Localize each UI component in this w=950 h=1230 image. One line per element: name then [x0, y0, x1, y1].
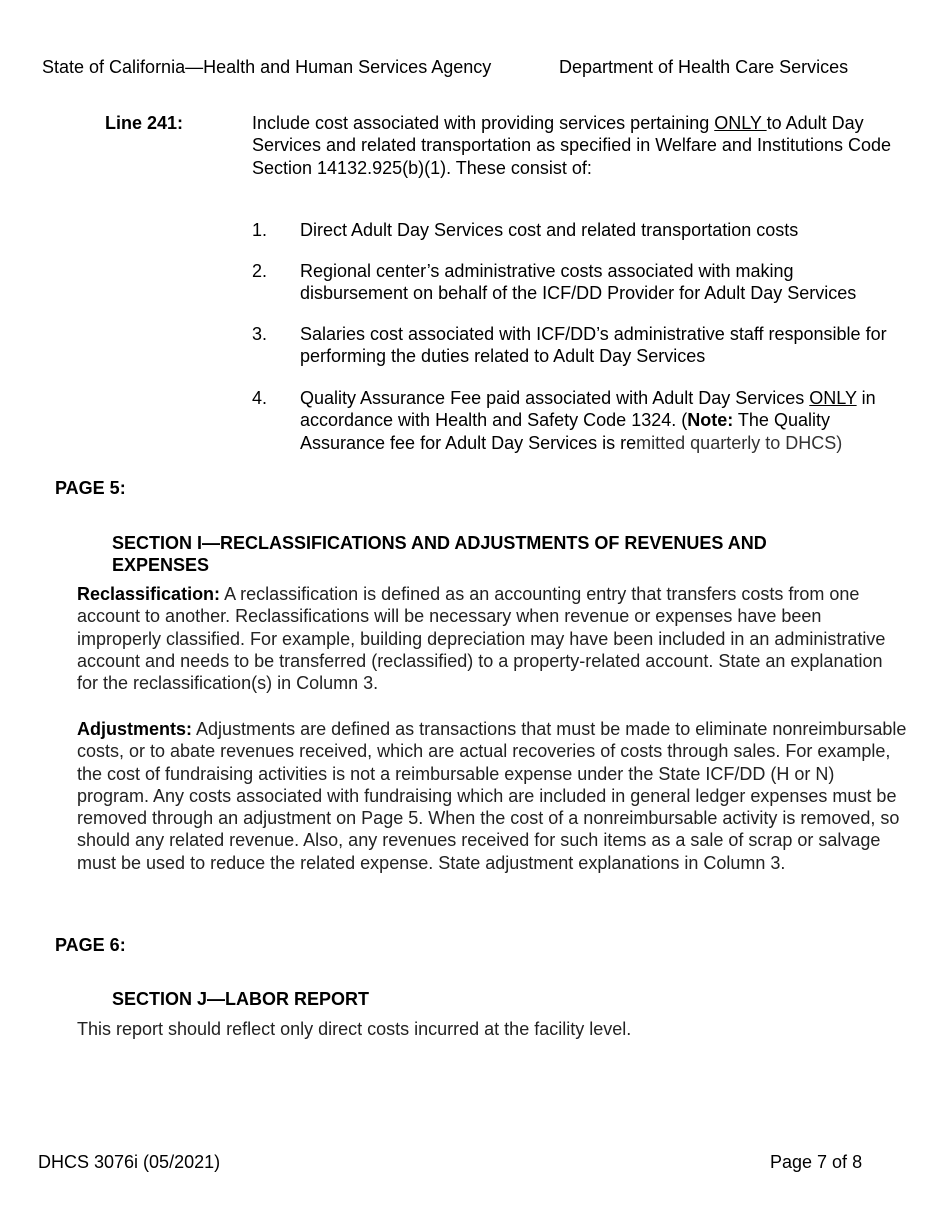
- page-5-heading: PAGE 5:: [55, 478, 126, 498]
- page-6-heading: PAGE 6:: [55, 935, 126, 955]
- list-item-number: 2.: [252, 261, 268, 281]
- reclassification-label: Reclassification:: [77, 584, 221, 604]
- line-241-text-before: Include cost associated with providing services pertaining: [252, 113, 715, 133]
- header-department: Department of Health Care Services: [559, 57, 849, 77]
- item4-part4: mitted quarterly to DHCS): [636, 432, 843, 453]
- line-241-text-after: to Adult Day Services and related transportation as specified in Welfare and Institutions Code Section 14132.925(b)(1). These consist of:: [252, 113, 892, 178]
- adjustments-text: Adjustments are defined as transactions that must be made to eliminate nonreimbursable costs, or to abate revenues received, which are actual recoveries of costs through sales. For example, the cost of fundraising activities is not a reimbursable expense under the State ICF/DD (H or N) program. Any costs associated with fundraising which are included in general ledger expenses must be removed through an adjustment on Page 5. When the cost of a nonreimbursable activity is removed, so should any related revenue. Also, any revenues received for such items as a sale of scrap or salvage must be used to reduce the related expense. State adjustment explanations in Column 3.: [77, 719, 907, 873]
- adjustments-paragraph: [77, 718, 907, 874]
- list-item-number: 4.: [252, 388, 268, 408]
- list-item-text: [300, 387, 902, 454]
- list-item-text: Direct Adult Day Services cost and related transportation costs: [300, 220, 799, 240]
- item4-part3: The Quality Assurance fee for Adult Day Services is re: [300, 410, 830, 453]
- header-agency: State of California—Health and Human Services Agency: [42, 57, 492, 77]
- line-241-label: Line 241:: [105, 113, 184, 133]
- item4-note-label: Note:: [687, 410, 734, 431]
- list-item-text: Salaries cost associated with ICF/DD’s administrative staff responsible for performing the duties related to Adult Day Services: [300, 324, 887, 367]
- form-id: DHCS 3076i (05/2021): [38, 1152, 221, 1172]
- page-number: Page 7 of 8: [770, 1152, 863, 1172]
- reclassification-paragraph: [77, 583, 907, 694]
- item4-part2: in accordance with Health and Safety Code 1324. (: [300, 388, 876, 431]
- list-item-number: 3.: [252, 324, 268, 344]
- item4-only-underlined: ONLY: [809, 388, 857, 408]
- line-241-only-underlined: ONLY: [714, 113, 767, 133]
- adjustments-label: Adjustments:: [77, 719, 193, 739]
- section-j-title: SECTION J—LABOR REPORT: [112, 989, 370, 1009]
- reclassification-text: A reclassification is defined as an accounting entry that transfers costs from one account to another. Reclassifications will be necessary when revenue or expenses have been improperly classified. For example, building depreciation may have been included in an administrative account and needs to be transferred (reclassified) to a property-related account. State an explanation for the reclassification(s) in Column 3.: [77, 584, 886, 694]
- line-241-description: [252, 112, 902, 179]
- list-item-text: Regional center’s administrative costs associated with making disbursement on behalf of the ICF/DD Provider for Adult Day Services: [300, 261, 857, 304]
- list-item-number: 1.: [252, 220, 268, 240]
- labor-report-text: This report should reflect only direct costs incurred at the facility level.: [77, 1019, 632, 1039]
- item4-part1: Quality Assurance Fee paid associated with Adult Day Services: [300, 388, 810, 408]
- section-i-title: SECTION I—RECLASSIFICATIONS AND ADJUSTMENTS OF REVENUES AND EXPENSES: [112, 533, 767, 575]
